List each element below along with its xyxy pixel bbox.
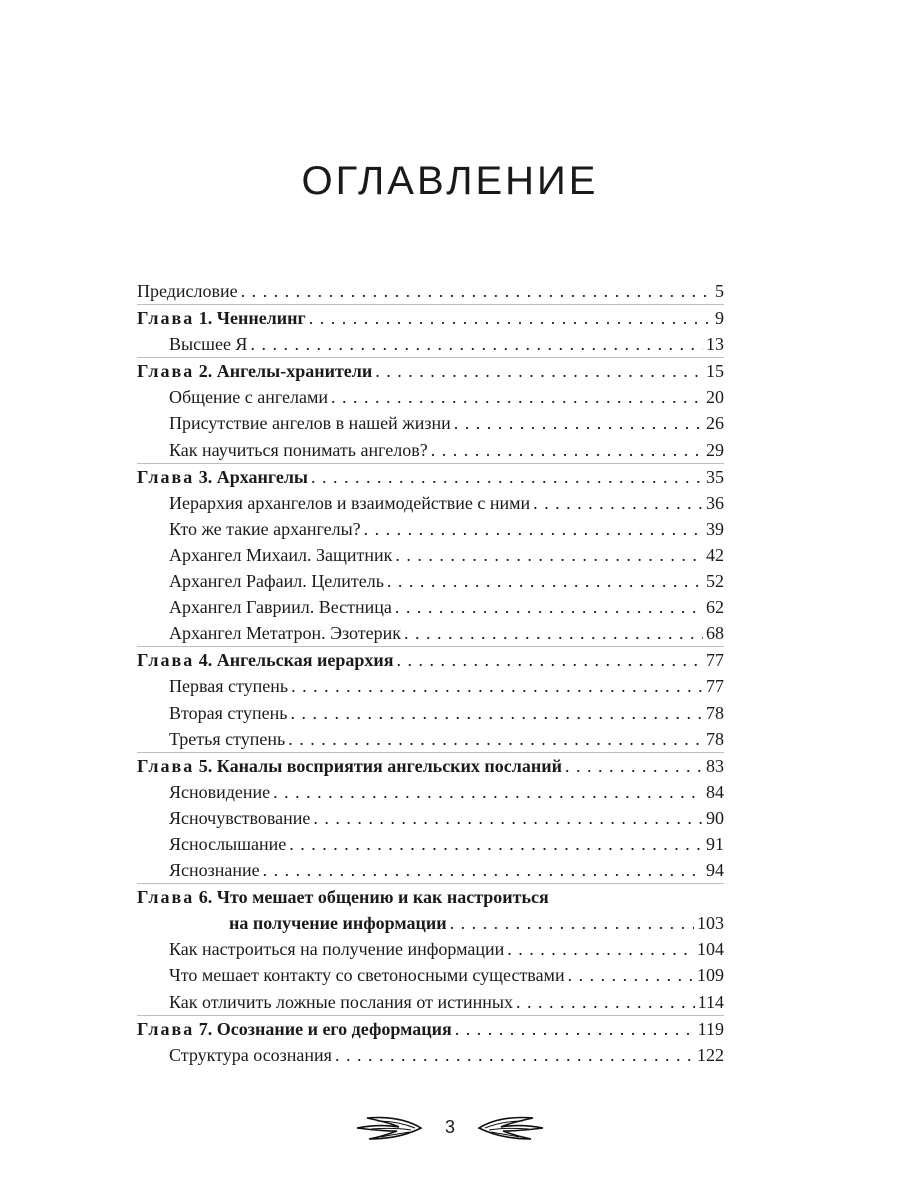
toc-chapter-row — [137, 883, 724, 910]
toc-subsection-row — [137, 594, 724, 620]
toc-subsection-row — [137, 384, 724, 410]
toc-entry-label: 1. Ченнелинг — [198, 308, 306, 329]
toc-entry-title — [169, 726, 285, 752]
toc-subsection-row — [137, 989, 724, 1015]
dot-leader — [291, 673, 703, 699]
toc-entry-label: 4. Ангельская иерархия — [198, 650, 394, 671]
toc-entry-title — [137, 305, 306, 331]
toc-entry-label: Ясновидение — [169, 781, 271, 802]
dot-leader — [289, 831, 703, 857]
toc-entry-label: Первая ступень — [169, 676, 289, 697]
page-footer — [0, 1112, 900, 1142]
toc-entry-label: Яснознание — [169, 860, 260, 881]
toc-subsection-row — [137, 542, 724, 568]
toc-subsection-row — [137, 831, 724, 857]
dot-leader — [395, 594, 703, 620]
toc-page-number: 91 — [706, 833, 724, 854]
toc-page-number: 15 — [706, 361, 724, 382]
dot-leader — [404, 620, 703, 646]
toc-entry-title — [169, 673, 288, 699]
toc-subsection-row — [137, 726, 724, 752]
toc-page-number: 78 — [706, 702, 724, 723]
toc-chapter-row — [137, 646, 724, 673]
toc-entry-label: Как настроиться на получение информации — [169, 939, 505, 960]
table-of-contents — [137, 278, 724, 1068]
toc-entry-title — [169, 831, 286, 857]
toc-chapter-row-continuation — [137, 910, 724, 936]
toc-entry-title — [169, 989, 513, 1015]
toc-entry-label: Архангел Метатрон. Эзотерик — [169, 623, 401, 644]
left-wing-ornament-icon — [353, 1112, 423, 1142]
toc-subsection-row — [137, 700, 724, 726]
toc-page-number: 9 — [715, 308, 724, 329]
toc-page-number: 35 — [706, 466, 724, 487]
toc-page-number: 90 — [706, 807, 724, 828]
toc-entry-title — [169, 936, 504, 962]
dot-leader — [565, 753, 703, 779]
toc-entry-title — [169, 437, 428, 463]
page-title: ОГЛАВЛЕНИЕ — [301, 158, 599, 203]
toc-page-number: 68 — [706, 623, 724, 644]
toc-page-number: 62 — [706, 597, 724, 618]
dot-leader — [288, 726, 703, 752]
toc-entry-label: Как отличить ложные послания от истинных — [169, 991, 513, 1012]
dot-leader — [450, 910, 694, 936]
toc-entry-title — [169, 490, 530, 516]
dot-leader — [395, 542, 703, 568]
dot-leader — [241, 278, 712, 304]
toc-subsection-row — [137, 962, 724, 988]
toc-entry-label: Структура осознания — [169, 1044, 332, 1065]
toc-entry-title — [169, 1042, 332, 1068]
dot-leader — [311, 464, 703, 490]
toc-entry-title — [169, 594, 392, 620]
toc-subsection-row — [137, 410, 724, 436]
toc-entry-label: Вторая ступень — [169, 702, 288, 723]
toc-entry-title — [169, 384, 328, 410]
dot-leader — [313, 805, 703, 831]
toc-entry-title — [169, 779, 270, 805]
toc-entry-title — [137, 753, 562, 779]
dot-leader — [396, 647, 703, 673]
dot-leader — [431, 437, 703, 463]
toc-subsection-row — [137, 673, 724, 699]
page-number: 3 — [444, 1116, 455, 1137]
dot-leader — [387, 568, 703, 594]
toc-page-number: 94 — [706, 860, 724, 881]
toc-entry-label: Кто же такие архангелы? — [169, 518, 361, 539]
toc-entry-title — [169, 620, 401, 646]
toc-subsection-row — [137, 437, 724, 463]
toc-entry-label: 6. Что мешает общению и как настроиться — [198, 887, 549, 908]
toc-page-number: 77 — [706, 676, 724, 697]
toc-row — [137, 278, 724, 304]
dot-leader — [568, 962, 694, 988]
dot-leader — [331, 384, 703, 410]
toc-entry-title — [169, 805, 310, 831]
toc-page-number: 26 — [706, 413, 724, 434]
toc-entry-label: Как научиться понимать ангелов? — [169, 439, 428, 460]
toc-page-number: 78 — [706, 728, 724, 749]
toc-entry-label: Третья ступень — [169, 728, 286, 749]
toc-page-number: 77 — [706, 650, 724, 671]
toc-entry-label: Предисловие — [137, 281, 238, 301]
toc-subsection-row — [137, 490, 724, 516]
toc-entry-label: 3. Архангелы — [198, 466, 308, 487]
toc-chapter-row — [137, 463, 724, 490]
toc-chapter-row — [137, 1015, 724, 1042]
toc-entry-label: 5. Каналы восприятия ангельских посланий — [198, 755, 562, 776]
toc-entry-label: Что мешает контакту со светоносными существами — [169, 965, 565, 986]
toc-entry-title — [169, 700, 288, 726]
toc-page-number: 83 — [706, 755, 724, 776]
toc-entry-title — [137, 358, 372, 384]
toc-entry-title — [169, 542, 392, 568]
toc-entry-label: Архангел Рафаил. Целитель — [169, 571, 384, 592]
toc-entry-title — [169, 410, 451, 436]
dot-leader — [291, 700, 704, 726]
chapter-prefix: Глава — [137, 361, 195, 382]
toc-page-number: 39 — [706, 518, 724, 539]
toc-page-number: 5 — [715, 281, 724, 301]
toc-page-number: 52 — [706, 571, 724, 592]
toc-entry-title — [169, 857, 260, 883]
dot-leader — [507, 936, 694, 962]
toc-page-number: 84 — [706, 781, 724, 802]
toc-entry-label: на получение информации — [229, 913, 447, 934]
toc-subsection-row — [137, 620, 724, 646]
toc-entry-label: Ясночувствование — [169, 807, 311, 828]
chapter-prefix: Глава — [137, 887, 195, 908]
toc-chapter-row — [137, 752, 724, 779]
toc-chapter-row — [137, 304, 724, 331]
toc-entry-title — [137, 1016, 452, 1042]
toc-entry-label: Присутствие ангелов в нашей жизни — [169, 413, 451, 434]
toc-entry-title — [229, 910, 447, 936]
toc-entry-label: 2. Ангелы-хранители — [198, 361, 373, 382]
toc-entry-title — [137, 647, 393, 673]
dot-leader — [250, 331, 703, 357]
toc-entry-title — [169, 516, 361, 542]
toc-entry-label: Общение с ангелами — [169, 387, 329, 408]
toc-page-number: 103 — [697, 913, 724, 934]
toc-chapter-row — [137, 357, 724, 384]
toc-page-number: 36 — [706, 492, 724, 513]
toc-entry-title — [137, 278, 238, 304]
dot-leader — [455, 1016, 695, 1042]
dot-leader — [309, 305, 712, 331]
toc-subsection-row — [137, 1042, 724, 1068]
chapter-prefix: Глава — [137, 650, 195, 671]
dot-leader — [533, 490, 703, 516]
dot-leader — [516, 989, 695, 1015]
right-wing-ornament-icon — [477, 1112, 547, 1142]
toc-entry-label: Архангел Гавриил. Вестница — [169, 597, 392, 618]
toc-entry-label: 7. Осознание и его деформация — [198, 1018, 452, 1039]
toc-subsection-row — [137, 936, 724, 962]
chapter-prefix: Глава — [137, 1018, 195, 1039]
toc-entry-title — [169, 331, 247, 357]
toc-subsection-row — [137, 331, 724, 357]
dot-leader — [263, 857, 703, 883]
chapter-prefix: Глава — [137, 308, 195, 329]
toc-entry-label: Яснослышание — [169, 833, 287, 854]
toc-page-number: 114 — [697, 991, 724, 1012]
dot-leader — [364, 516, 703, 542]
toc-subsection-row — [137, 857, 724, 883]
toc-subsection-row — [137, 805, 724, 831]
toc-entry-title — [137, 884, 549, 910]
toc-page-number: 119 — [697, 1018, 724, 1039]
dot-leader — [454, 410, 703, 436]
toc-entry-label: Иерархия архангелов и взаимодействие с ними — [169, 492, 531, 513]
chapter-prefix: Глава — [137, 755, 195, 776]
toc-subsection-row — [137, 516, 724, 542]
toc-page-number: 122 — [697, 1044, 724, 1065]
toc-page-number: 109 — [697, 965, 724, 986]
toc-entry-label: Архангел Михаил. Защитник — [169, 544, 393, 565]
dot-leader — [375, 358, 703, 384]
toc-page-number: 29 — [706, 439, 724, 460]
toc-entry-title — [169, 962, 565, 988]
toc-page-number: 104 — [697, 939, 724, 960]
toc-entry-title — [137, 464, 308, 490]
toc-subsection-row — [137, 779, 724, 805]
toc-entry-title — [169, 568, 384, 594]
toc-page-number: 20 — [706, 387, 724, 408]
dot-leader — [335, 1042, 694, 1068]
chapter-prefix: Глава — [137, 466, 195, 487]
toc-subsection-row — [137, 568, 724, 594]
dot-leader — [273, 779, 703, 805]
toc-page-number: 13 — [706, 334, 724, 355]
toc-entry-label: Высшее Я — [169, 334, 248, 355]
toc-page-number: 42 — [706, 544, 724, 565]
